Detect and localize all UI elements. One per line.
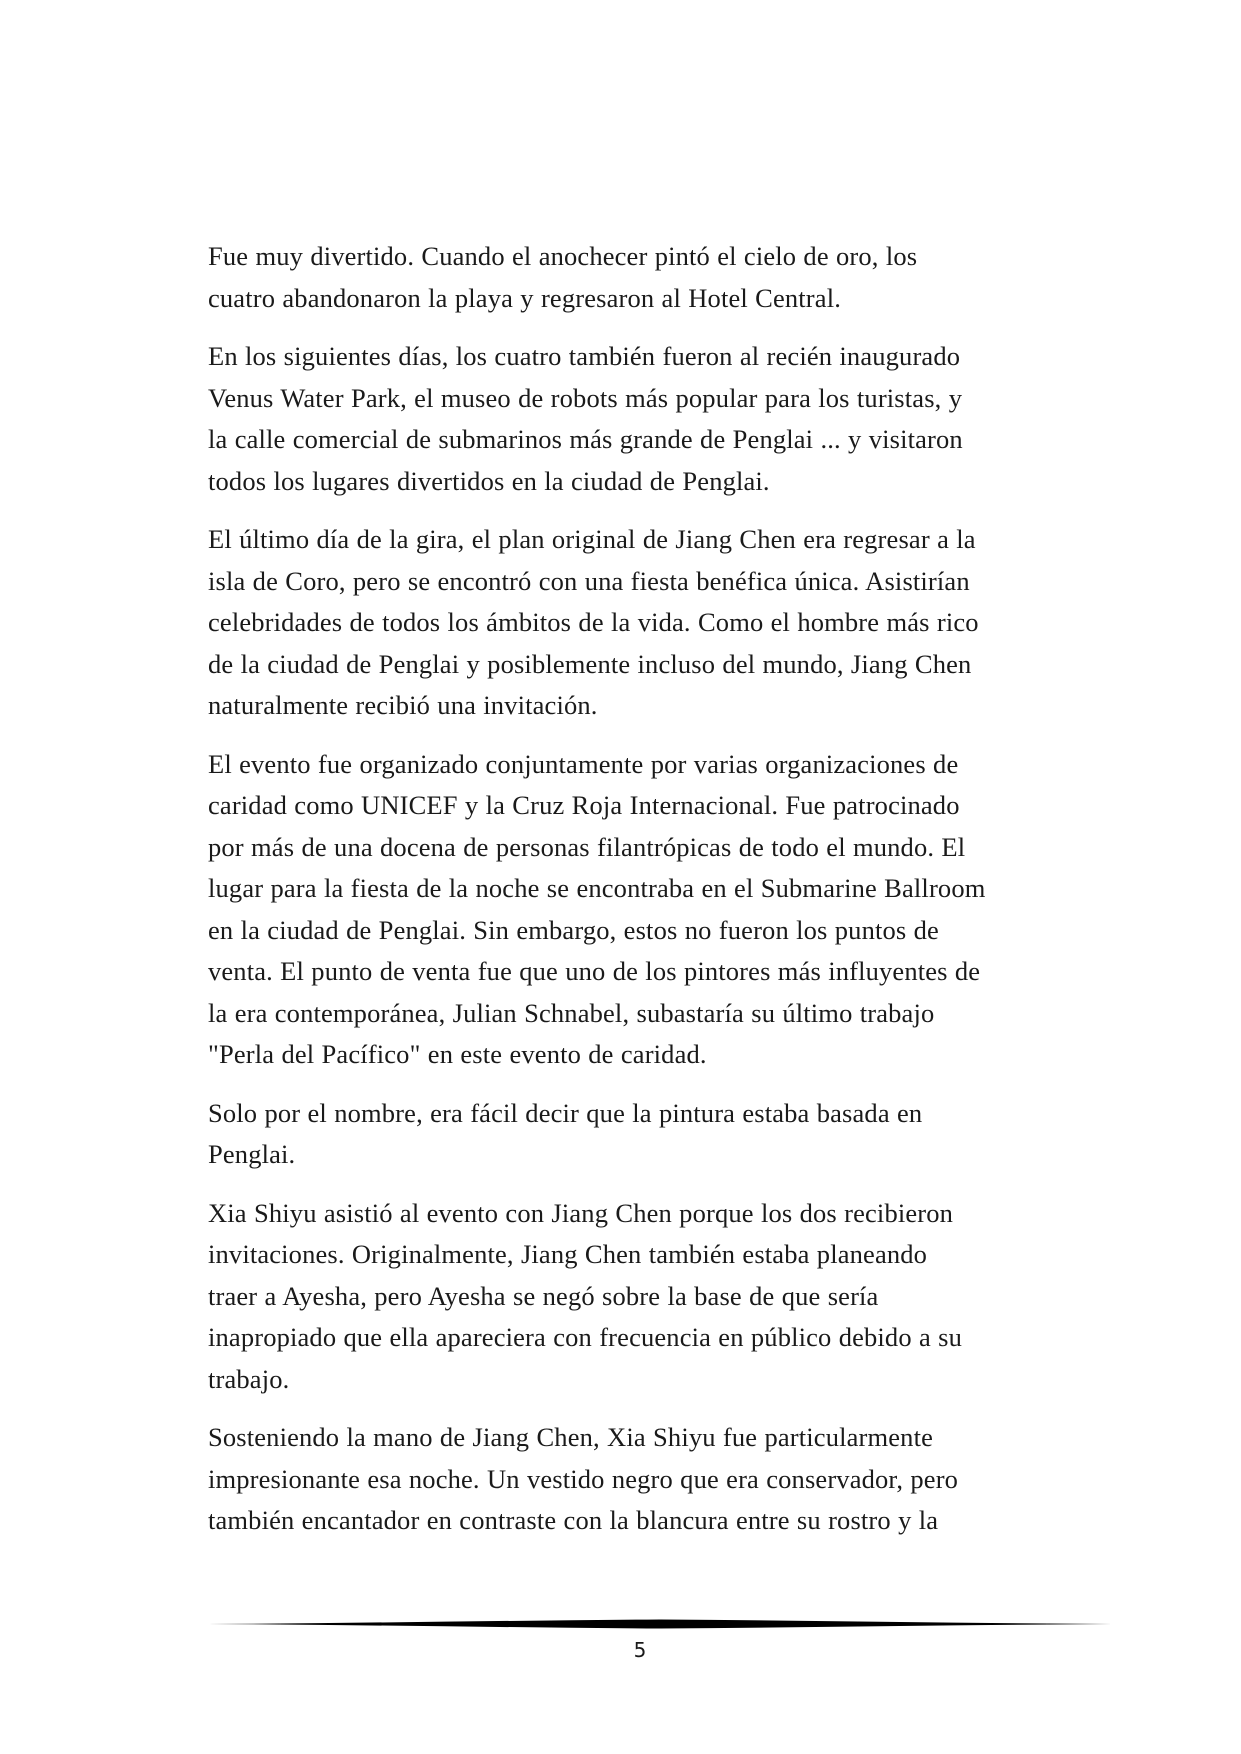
- text-line: invitaciones. Originalmente, Jiang Chen también estaba planeando: [208, 1239, 928, 1269]
- page-number: 5: [633, 1638, 647, 1662]
- text-line: El último día de la gira, el plan original de Jiang Chen era regresar a la: [208, 524, 976, 554]
- text-line: cuatro abandonaron la playa y regresaron al Hotel Central.: [208, 282, 841, 313]
- text-line: naturalmente recibió una invitación.: [208, 690, 598, 720]
- text-line: la era contemporánea, Julian Schnabel, subastaría su último trabajo: [208, 997, 935, 1028]
- text-line: El evento fue organizado conjuntamente por varias organizaciones de: [208, 748, 959, 779]
- text-line: venta. El punto de venta fue que uno de los pintores más influyentes de: [208, 956, 981, 986]
- paragraph: [208, 236, 1078, 319]
- paragraph: [208, 744, 1078, 1076]
- text-line: la calle comercial de submarinos más grande de Penglai ... y visitaron: [208, 424, 963, 454]
- text-line: Solo por el nombre, era fácil decir que la pintura estaba basada en: [208, 1097, 923, 1128]
- text-line: todos los lugares divertidos en la ciudad de Penglai.: [208, 465, 770, 496]
- paragraph: [208, 519, 1078, 727]
- text-line: también encantador en contraste con la blancura entre su rostro y la: [208, 1505, 939, 1535]
- text-line: celebridades de todos los ámbitos de la vida. Como el hombre más rico: [208, 607, 979, 637]
- paragraph: [208, 1417, 1078, 1542]
- text-line: en la ciudad de Penglai. Sin embargo, estos no fueron los puntos de: [208, 914, 939, 945]
- text-line: traer a Ayesha, pero Ayesha se negó sobre la base de que sería: [208, 1280, 879, 1311]
- text-line: por más de una docena de personas filantrópicas de todo el mundo. El: [208, 831, 966, 862]
- text-line: Xia Shiyu asistió al evento con Jiang Chen porque los dos recibieron: [208, 1197, 954, 1228]
- text-line: lugar para la fiesta de la noche se encontraba en el Submarine Ballroom: [208, 873, 986, 903]
- text-line: trabajo.: [208, 1363, 290, 1394]
- text-line: Venus Water Park, el museo de robots más popular para los turistas, y: [208, 382, 963, 413]
- text-line: "Perla del Pacífico" en este evento de caridad.: [208, 1039, 707, 1069]
- body-text: [208, 236, 1078, 1559]
- text-line: Fue muy divertido. Cuando el anochecer pintó el cielo de oro, los: [208, 241, 918, 271]
- paragraph: [208, 1093, 1078, 1176]
- footer-rule: [208, 1618, 1112, 1630]
- text-line: Penglai.: [208, 1139, 296, 1169]
- paragraph: [208, 1193, 1078, 1401]
- text-line: inapropiado que ella apareciera con frecuencia en público debido a su: [208, 1322, 963, 1352]
- text-line: Sosteniendo la mano de Jiang Chen, Xia Shiyu fue particularmente: [208, 1422, 934, 1452]
- paragraph: [208, 336, 1078, 502]
- text-line: caridad como UNICEF y la Cruz Roja Internacional. Fue patrocinado: [208, 790, 960, 820]
- text-line: En los siguientes días, los cuatro también fueron al recién inaugurado: [208, 341, 961, 371]
- text-line: de la ciudad de Penglai y posiblemente incluso del mundo, Jiang Chen: [208, 648, 972, 679]
- text-line: isla de Coro, pero se encontró con una fiesta benéfica única. Asistirían: [208, 565, 970, 596]
- text-line: impresionante esa noche. Un vestido negro que era conservador, pero: [208, 1463, 959, 1494]
